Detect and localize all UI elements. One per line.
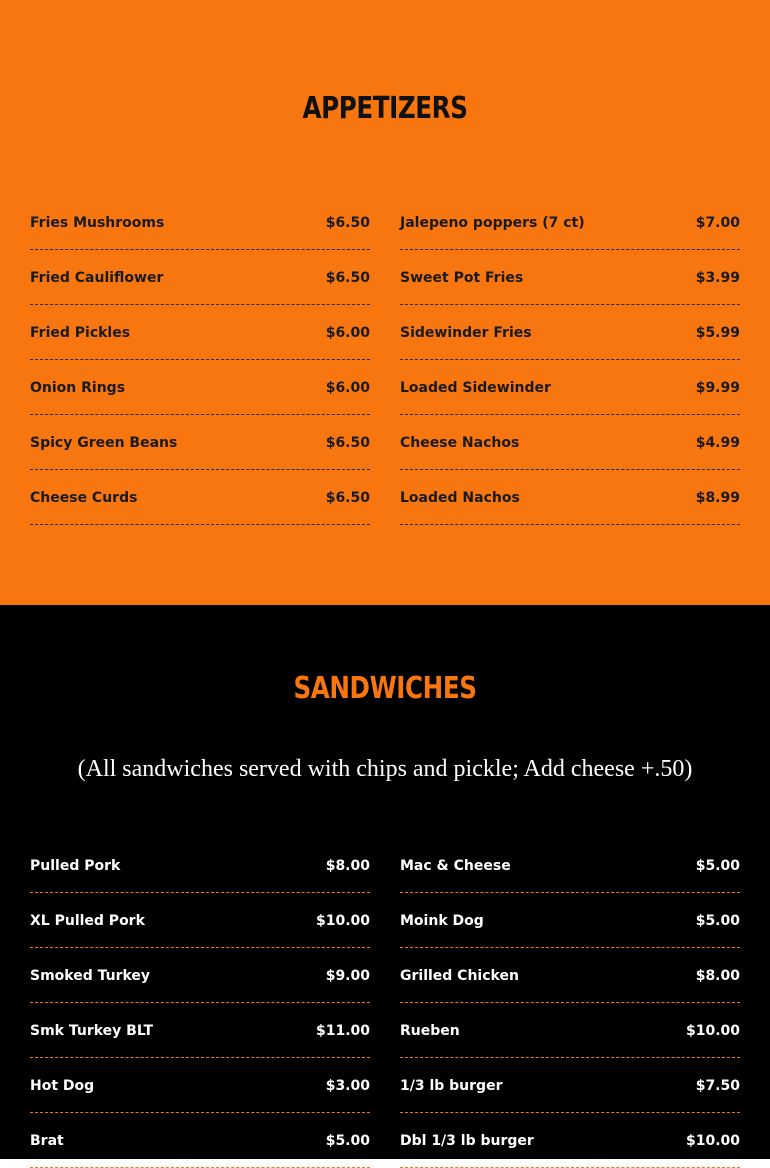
menu-item bbox=[30, 1113, 370, 1168]
sandwiches-left-column bbox=[30, 838, 370, 1168]
menu-item-name: Spicy Green Beans bbox=[30, 435, 178, 451]
appetizers-title: APPETIZERS bbox=[302, 91, 468, 126]
sandwiches-right-column bbox=[400, 838, 740, 1168]
menu-item-price: $6.50 bbox=[325, 215, 370, 231]
menu-item bbox=[400, 195, 740, 250]
menu-item bbox=[30, 250, 370, 305]
menu-item-name: Moink Dog bbox=[400, 913, 484, 929]
menu-item-price: $8.00 bbox=[325, 858, 370, 874]
menu-item-price: $9.99 bbox=[695, 380, 740, 396]
menu-item bbox=[400, 360, 740, 415]
menu-item bbox=[400, 1058, 740, 1113]
menu-item bbox=[30, 838, 370, 893]
menu-item bbox=[30, 305, 370, 360]
menu-item bbox=[30, 1003, 370, 1058]
menu-item-price: $6.00 bbox=[325, 325, 370, 341]
menu-item-price: $5.00 bbox=[695, 858, 740, 874]
menu-item bbox=[400, 305, 740, 360]
menu-item-name: Mac & Cheese bbox=[400, 858, 511, 874]
menu-item-price: $6.00 bbox=[325, 380, 370, 396]
menu-item-price: $6.50 bbox=[325, 435, 370, 451]
menu-item-name: Dbl 1/3 lb burger bbox=[400, 1133, 534, 1149]
menu-item-name: Rueben bbox=[400, 1023, 460, 1039]
appetizers-right-column bbox=[400, 195, 740, 525]
menu-item-price: $10.00 bbox=[315, 913, 370, 929]
menu-item-price: $8.99 bbox=[695, 490, 740, 506]
menu-item-price: $11.00 bbox=[315, 1023, 370, 1039]
menu-item-price: $3.00 bbox=[325, 1078, 370, 1094]
menu-item bbox=[30, 470, 370, 525]
menu-item-name: Smoked Turkey bbox=[30, 968, 151, 984]
sandwiches-section bbox=[0, 605, 770, 1159]
menu-item-price: $6.50 bbox=[325, 490, 370, 506]
menu-item-name: Hot Dog bbox=[30, 1078, 95, 1094]
menu-item-price: $6.50 bbox=[325, 270, 370, 286]
menu-item-price: $5.00 bbox=[325, 1133, 370, 1149]
menu-item-name: Cheese Nachos bbox=[400, 435, 520, 451]
menu-item bbox=[30, 360, 370, 415]
menu-item bbox=[30, 948, 370, 1003]
menu-item-price: $10.00 bbox=[685, 1023, 740, 1039]
menu-item bbox=[400, 893, 740, 948]
menu-item bbox=[400, 1113, 740, 1168]
menu-item bbox=[30, 415, 370, 470]
sandwiches-subtitle: (All sandwiches served with chips and pickle; Add cheese +.50) bbox=[77, 756, 693, 782]
menu-item-name: 1/3 lb burger bbox=[400, 1078, 503, 1094]
menu-item-name: Grilled Chicken bbox=[400, 968, 519, 984]
menu-item bbox=[30, 195, 370, 250]
menu-item-name: Loaded Nachos bbox=[400, 490, 520, 506]
menu-item-name: Smk Turkey BLT bbox=[30, 1023, 153, 1039]
menu-item-name: Cheese Curds bbox=[30, 490, 138, 506]
menu-item-price: $7.50 bbox=[695, 1078, 740, 1094]
menu-item-price: $8.00 bbox=[695, 968, 740, 984]
menu-item bbox=[400, 948, 740, 1003]
menu-item bbox=[400, 415, 740, 470]
menu-item-name: Pulled Pork bbox=[30, 858, 121, 874]
menu-item-name: Sidewinder Fries bbox=[400, 325, 532, 341]
menu-item-name: Fries Mushrooms bbox=[30, 215, 165, 231]
menu-item-name: Jalepeno poppers (7 ct) bbox=[400, 215, 585, 231]
menu-item-name: Sweet Pot Fries bbox=[400, 270, 524, 286]
menu-item bbox=[400, 838, 740, 893]
menu-item-price: $5.00 bbox=[695, 913, 740, 929]
menu-item-name: Fried Pickles bbox=[30, 325, 131, 341]
menu-item-price: $4.99 bbox=[695, 435, 740, 451]
menu-item-price: $7.00 bbox=[695, 215, 740, 231]
menu-item-price: $10.00 bbox=[685, 1133, 740, 1149]
menu-item-price: $9.00 bbox=[325, 968, 370, 984]
menu-item-price: $5.99 bbox=[695, 325, 740, 341]
menu-item-name: Loaded Sidewinder bbox=[400, 380, 551, 396]
menu-item-price: $3.99 bbox=[695, 270, 740, 286]
menu-item bbox=[400, 1003, 740, 1058]
menu-item bbox=[30, 1058, 370, 1113]
menu-item bbox=[30, 893, 370, 948]
menu-item-name: XL Pulled Pork bbox=[30, 913, 145, 929]
menu-item-name: Onion Rings bbox=[30, 380, 126, 396]
menu-item-name: Brat bbox=[30, 1133, 64, 1149]
appetizers-left-column bbox=[30, 195, 370, 525]
menu-item bbox=[400, 470, 740, 525]
menu-item bbox=[400, 250, 740, 305]
menu-item-name: Fried Cauliflower bbox=[30, 270, 164, 286]
sandwiches-title: SANDWICHES bbox=[293, 671, 477, 706]
